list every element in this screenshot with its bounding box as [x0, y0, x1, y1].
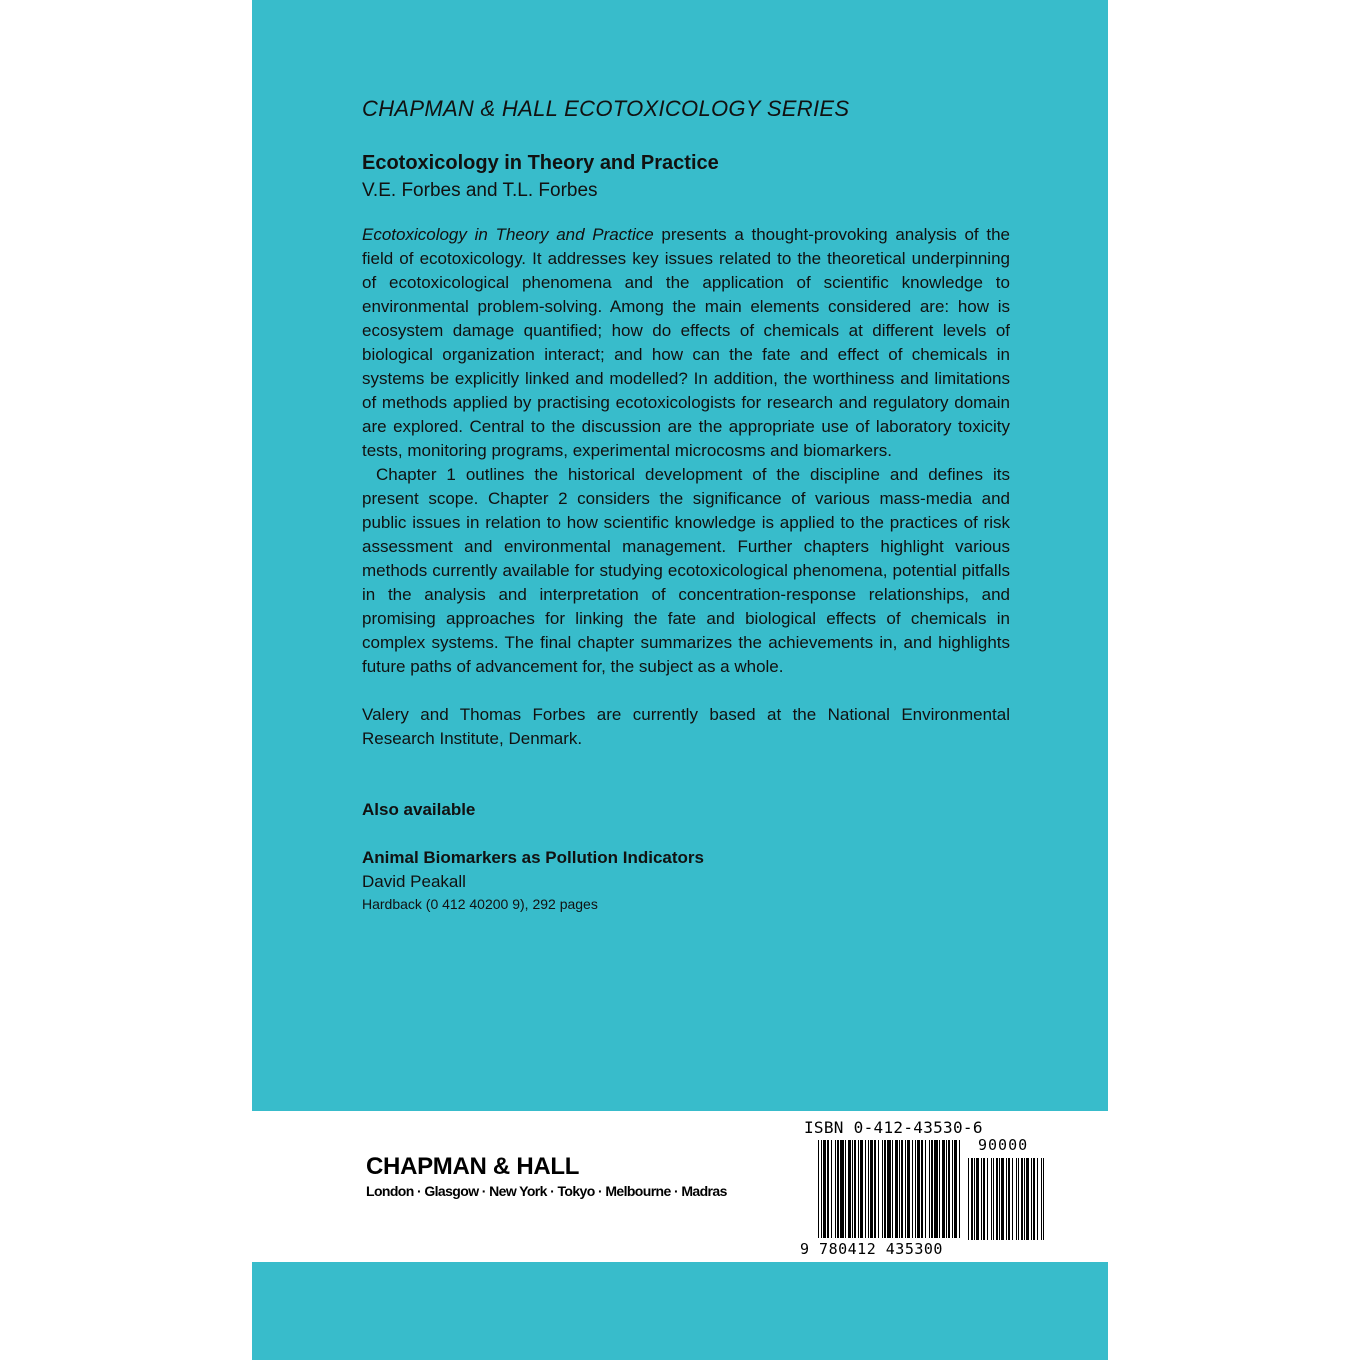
- barcode-bar: [976, 1158, 979, 1240]
- barcode-bar: [1033, 1158, 1035, 1240]
- barcode-bar: [915, 1140, 916, 1238]
- barcode-ean-bars: [818, 1140, 960, 1238]
- barcode-bar: [907, 1140, 910, 1238]
- barcode-addon-digits: 90000: [978, 1136, 1029, 1154]
- barcode-bar: [917, 1140, 920, 1238]
- barcode-bar: [996, 1158, 998, 1240]
- barcode-bar: [874, 1140, 876, 1238]
- barcode-bar: [1001, 1158, 1004, 1240]
- barcode-ean-digits: 9 780412 435300: [800, 1240, 943, 1258]
- barcode-bar: [870, 1140, 873, 1238]
- barcode-bar: [858, 1140, 859, 1238]
- barcode-bar: [946, 1140, 947, 1238]
- also-available-title: Animal Biomarkers as Pollution Indicators: [362, 848, 704, 867]
- barcode-bar: [884, 1140, 886, 1238]
- also-available-details: Hardback (0 412 40200 9), 292 pages: [362, 896, 598, 912]
- barcode-bar: [942, 1140, 945, 1238]
- cover-text: [362, 96, 1010, 916]
- barcode-bar: [882, 1140, 883, 1238]
- barcode-bar: [948, 1140, 950, 1238]
- barcode-bar: [939, 1140, 940, 1238]
- book-authors: V.E. Forbes and T.L. Forbes: [362, 180, 598, 201]
- barcode-bar: [1018, 1158, 1019, 1240]
- book-title: Ecotoxicology in Theory and Practice: [362, 152, 719, 174]
- description-title-italic: Ecotoxicology in Theory and Practice: [362, 225, 654, 244]
- barcode-bar: [1043, 1158, 1044, 1240]
- barcode-bar: [912, 1140, 913, 1238]
- barcode-bar: [887, 1140, 891, 1238]
- barcode-bar: [878, 1140, 879, 1238]
- barcode-bar: [954, 1140, 957, 1238]
- barcode-bar: [835, 1140, 836, 1238]
- barcode-bar: [831, 1140, 832, 1238]
- barcode-bar: [968, 1158, 969, 1240]
- barcode-bar: [1006, 1158, 1007, 1240]
- also-available-heading: Also available: [362, 800, 476, 819]
- barcode-bar: [991, 1158, 992, 1240]
- barcode-bar: [905, 1140, 906, 1238]
- barcode-bar: [974, 1158, 975, 1240]
- barcode-bar: [1012, 1158, 1013, 1240]
- barcode-bar: [929, 1140, 930, 1238]
- barcode-bar: [899, 1140, 900, 1238]
- barcode-bar: [971, 1158, 973, 1240]
- barcode-bar: [848, 1140, 851, 1238]
- barcode-bar: [865, 1140, 866, 1238]
- barcode-bar: [925, 1140, 926, 1238]
- barcode-bar: [1037, 1158, 1038, 1240]
- barcode-bar: [854, 1140, 856, 1238]
- barcode-bar: [1024, 1158, 1025, 1240]
- barcode-bar: [987, 1158, 988, 1240]
- barcode-bar: [1041, 1158, 1042, 1240]
- barcode-bar: [840, 1140, 844, 1238]
- barcode-bar: [952, 1140, 953, 1238]
- about-authors: Valery and Thomas Forbes are currently based at the National Environmental Research Institute, Denmark.: [362, 705, 1010, 748]
- barcode-bar: [852, 1140, 853, 1238]
- barcode-bar: [921, 1140, 923, 1238]
- barcode-bar: [931, 1140, 933, 1238]
- barcode-bar: [901, 1140, 903, 1238]
- description-paragraph-1: [362, 223, 1010, 463]
- publisher-cities: London · Glasgow · New York · Tokyo · Melbourne · Madras: [366, 1183, 727, 1199]
- isbn-text: ISBN 0-412-43530-6: [804, 1118, 983, 1137]
- barcode-bar: [845, 1140, 846, 1238]
- barcode-bar: [1016, 1158, 1017, 1240]
- barcode-bar: [895, 1140, 898, 1238]
- teal-panel-bottom: [252, 1262, 1108, 1360]
- barcode-bar: [892, 1140, 893, 1238]
- book-description: [362, 223, 1010, 679]
- barcode-bar: [993, 1158, 994, 1240]
- barcode-bar: [860, 1140, 863, 1238]
- barcode-bar: [1026, 1158, 1029, 1240]
- description-paragraph-1-text: presents a thought-provoking analysis of the field of ecotoxicology. It addresses key issues related to the theoretical underpinning of ecotoxicological phenomena and the application of scientific knowledge to environmental problem-solving. Among the main elements considered are: how is ecosystem damage quantified; how do effects of chemicals at different levels of biological organization interact; and how can the fate and effect of chemicals in systems be explicitly linked and modelled? In addition, the worthiness and limitations of methods applied by practising ecotoxicologists for research and regulatory domain are explored. Central to the discussion are the appropriate use of laboratory toxicity tests, monitoring programs, experimental microcosms and biomarkers.: [362, 225, 1010, 460]
- also-available-author: David Peakall: [362, 872, 466, 891]
- back-cover: [252, 0, 1108, 1360]
- barcode-bar: [818, 1140, 819, 1238]
- barcode-bar: [827, 1140, 829, 1238]
- description-paragraph-2: Chapter 1 outlines the historical development of the discipline and defines its present scope. Chapter 2 considers the significance of various mass-media and public issues in relation to how scientific knowledge is applied to the practices of risk assessment and environmental management. Further chapters highlight various methods currently available for studying ecotoxicological phenomena, potential pitfalls in the analysis and interpretation of concentration-response relationships, and promising approaches for linking the fate and biological effects of chemicals in complex systems. The final chapter summarizes the achievements in, and highlights future paths of advancement for, the subject as a whole.: [362, 465, 1010, 676]
- barcode-bar: [1008, 1158, 1010, 1240]
- barcode-bar: [837, 1140, 839, 1238]
- publisher-block: [366, 1153, 727, 1199]
- barcode-bar: [934, 1140, 938, 1238]
- barcode-bar: [823, 1140, 826, 1238]
- barcode-bar: [999, 1158, 1000, 1240]
- barcode-bar: [821, 1140, 822, 1238]
- publisher-name: CHAPMAN & HALL: [366, 1153, 580, 1180]
- barcode-addon-bars: [968, 1158, 1046, 1240]
- barcode-bar: [981, 1158, 982, 1240]
- barcode-bar: [983, 1158, 985, 1240]
- barcode-bar: [1021, 1158, 1023, 1240]
- series-title: CHAPMAN & HALL ECOTOXICOLOGY SERIES: [362, 96, 850, 121]
- barcode-bar: [959, 1140, 960, 1238]
- barcode-bar: [868, 1140, 869, 1238]
- barcode-bar: [1031, 1158, 1032, 1240]
